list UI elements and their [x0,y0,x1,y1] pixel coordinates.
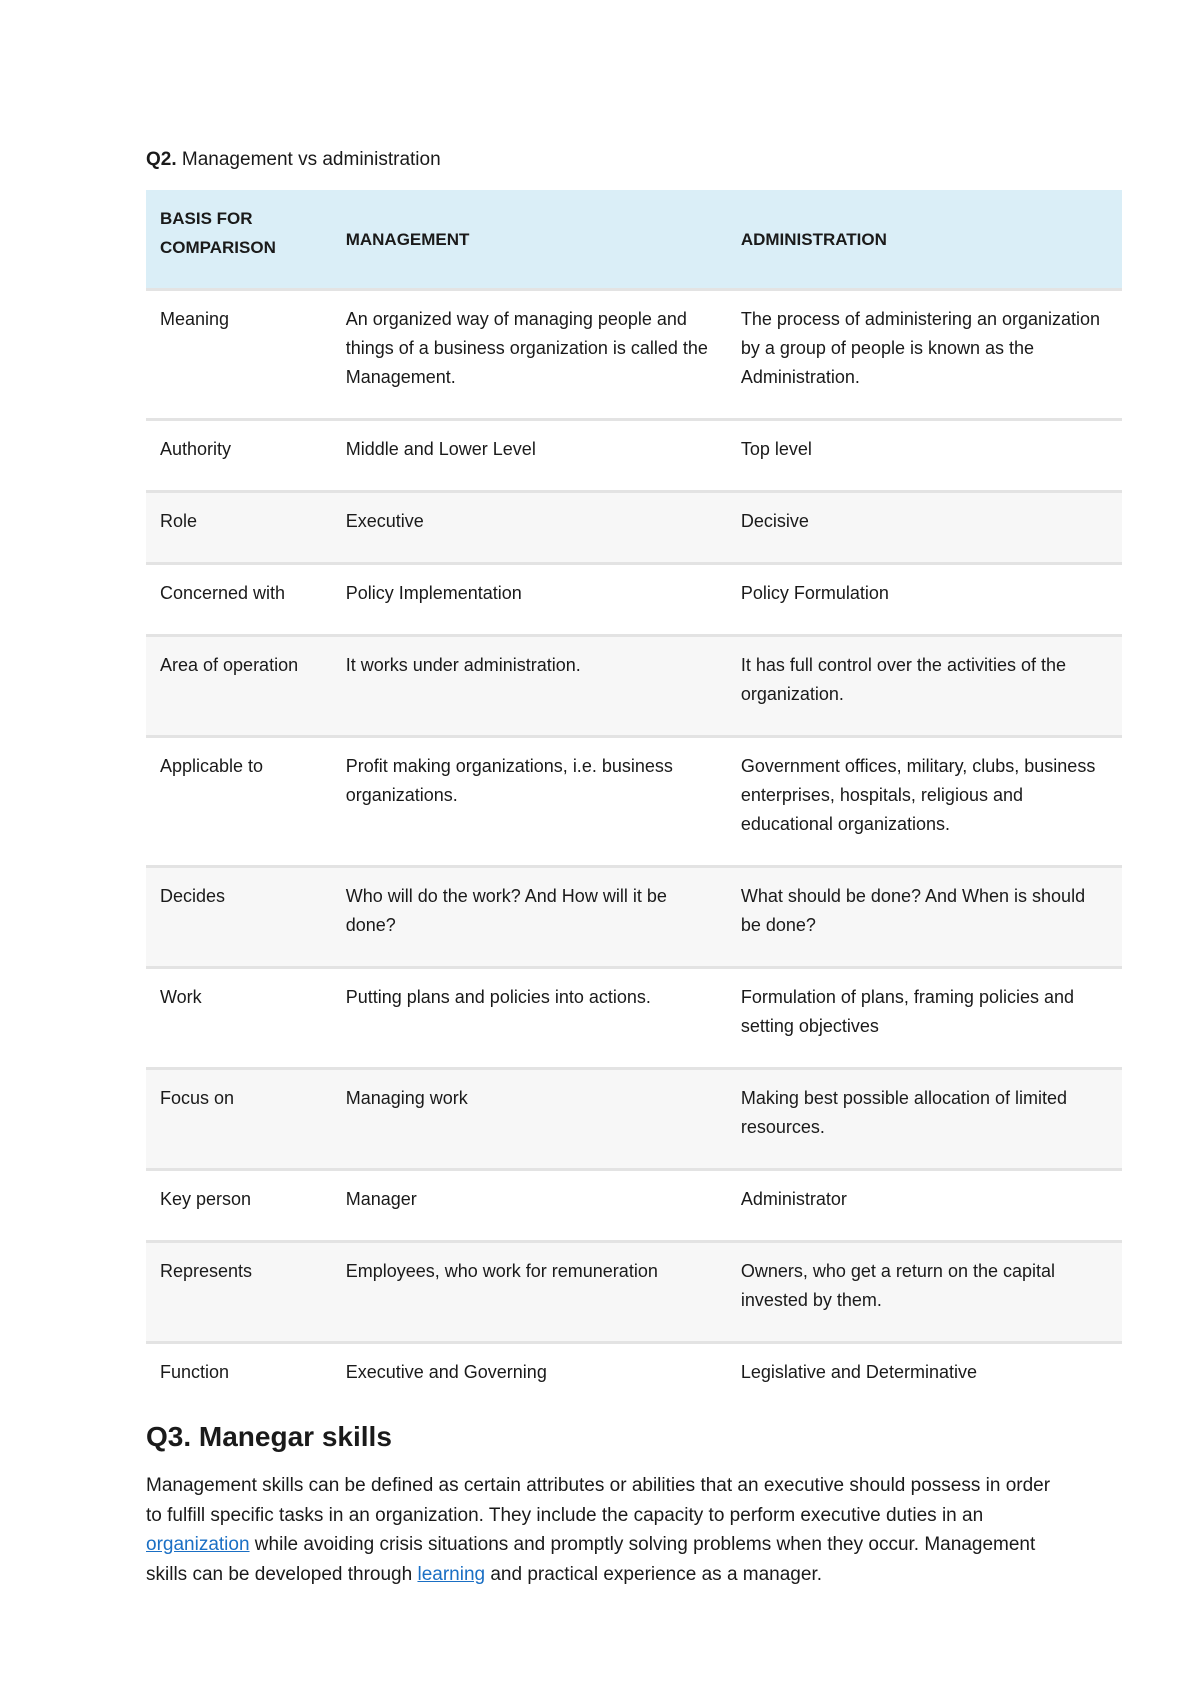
administration-cell: Owners, who get a return on the capital invested by them. [727,1242,1122,1343]
table-row [146,492,1122,564]
row-label: Function [146,1343,332,1414]
table-row [146,420,1122,492]
table-body [146,290,1122,1414]
administration-cell: Decisive [727,492,1122,564]
paragraph-text-2: while avoiding crisis situations and promptly solving problems when they occur. Management skills can be developed through [146,1534,1036,1585]
administration-cell: Top level [727,420,1122,492]
table-row [146,564,1122,636]
row-label: Focus on [146,1069,332,1170]
administration-cell: The process of administering an organization by a group of people is known as the Administration. [727,290,1122,420]
management-cell: Middle and Lower Level [332,420,727,492]
row-label: Work [146,968,332,1069]
table-row [146,867,1122,968]
table-row [146,1069,1122,1170]
table-row [146,1170,1122,1242]
document-page [146,146,1122,1589]
administration-cell: Formulation of plans, framing policies and setting objectives [727,968,1122,1069]
question-text: Management vs administration [181,149,441,170]
header-basis: BASIS FOR COMPARISON [146,190,332,290]
row-label: Concerned with [146,564,332,636]
management-cell: Profit making organizations, i.e. business organizations. [332,737,727,867]
table-row [146,1242,1122,1343]
table-header-row [146,190,1122,290]
management-cell: Executive and Governing [332,1343,727,1414]
management-cell: Executive [332,492,727,564]
administration-cell: Administrator [727,1170,1122,1242]
administration-cell: It has full control over the activities of the organization. [727,636,1122,737]
row-label: Represents [146,1242,332,1343]
table-row [146,636,1122,737]
header-management: MANAGEMENT [332,190,727,290]
header-administration: ADMINISTRATION [727,190,1122,290]
learning-link[interactable]: learning [417,1563,486,1585]
administration-cell: Making best possible allocation of limited resources. [727,1069,1122,1170]
row-label: Area of operation [146,636,332,737]
management-cell: Policy Implementation [332,564,727,636]
row-label: Authority [146,420,332,492]
row-label: Key person [146,1170,332,1242]
table-row [146,737,1122,867]
management-cell: An organized way of managing people and things of a business organization is called the Management. [332,290,727,420]
management-cell: It works under administration. [332,636,727,737]
section-heading: Q3. Manegar skills [146,1421,392,1452]
management-cell: Managing work [332,1069,727,1170]
row-label: Decides [146,867,332,968]
administration-cell: What should be done? And When is should be done? [727,867,1122,968]
body-paragraph [146,1471,1066,1589]
table-row [146,968,1122,1069]
management-cell: Who will do the work? And How will it be done? [332,867,727,968]
paragraph-text-1: Management skills can be defined as certain attributes or abilities that an executive should possess in order to fulfill specific tasks in an organization. They include the capacity to perform executive duties in an [146,1475,1051,1526]
organization-link[interactable]: organization [146,1534,250,1555]
question-title [146,146,1122,174]
administration-cell: Legislative and Determinative [727,1343,1122,1414]
administration-cell: Government offices, military, clubs, business enterprises, hospitals, religious and educational organizations. [727,737,1122,867]
question-number: Q2. [146,149,177,170]
paragraph-text-3: and practical experience as a manager. [485,1563,823,1585]
table-row [146,1343,1122,1414]
management-cell: Manager [332,1170,727,1242]
row-label: Applicable to [146,737,332,867]
comparison-table [146,190,1122,1413]
row-label: Meaning [146,290,332,420]
table-row [146,290,1122,420]
management-cell: Putting plans and policies into actions. [332,968,727,1069]
management-cell: Employees, who work for remuneration [332,1242,727,1343]
row-label: Role [146,492,332,564]
administration-cell: Policy Formulation [727,564,1122,636]
